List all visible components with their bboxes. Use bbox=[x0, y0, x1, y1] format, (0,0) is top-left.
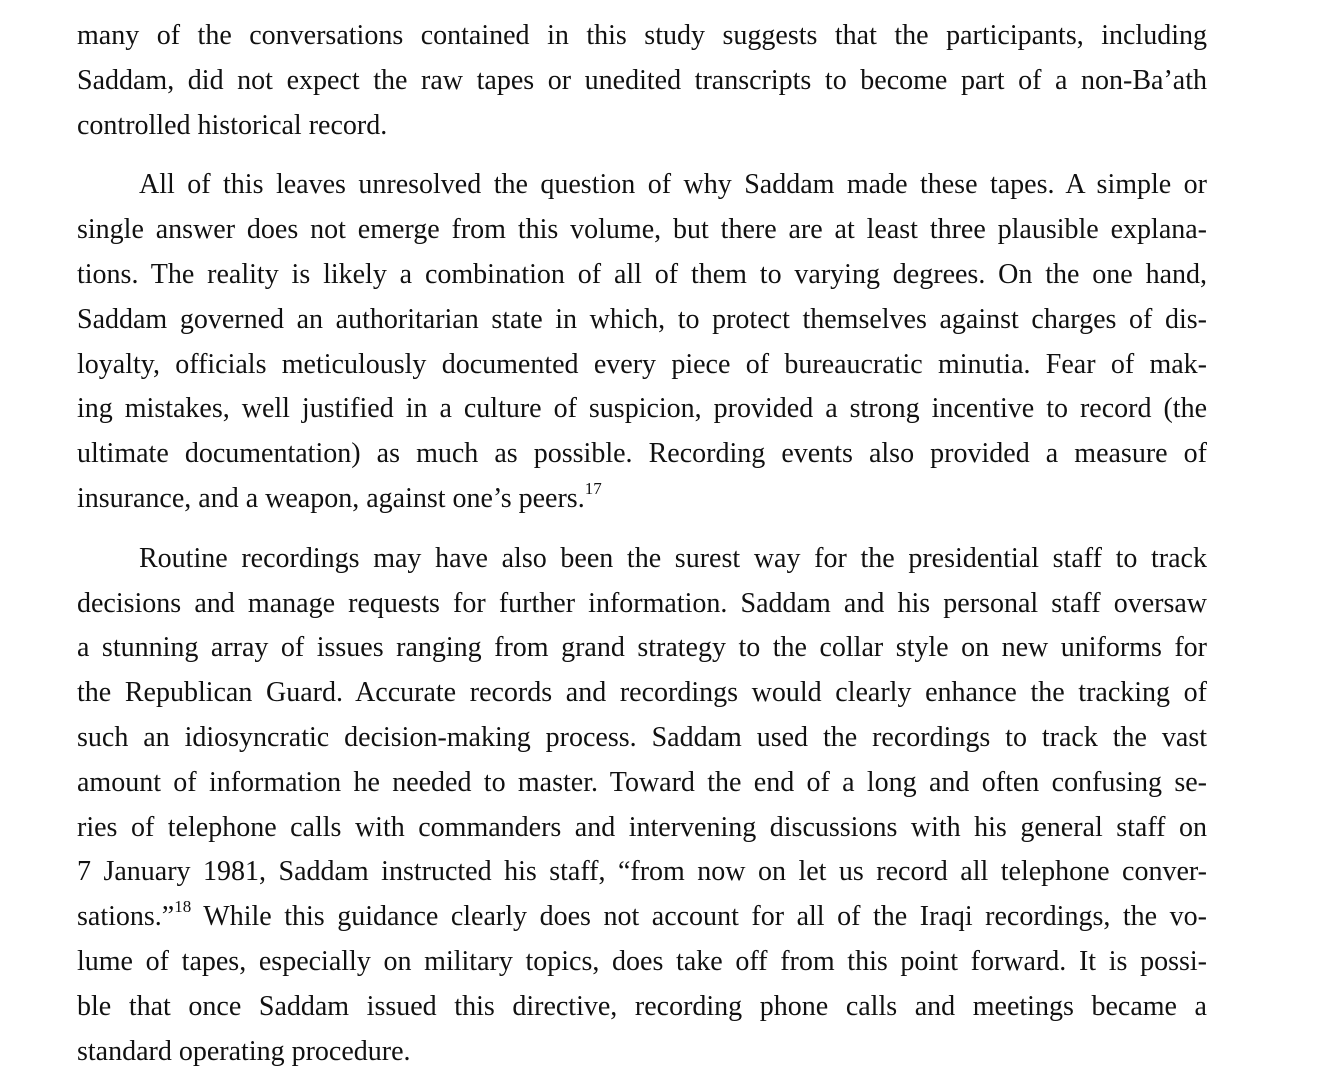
text-line: amount of information he needed to master. Toward the end of a long and often confusing se- bbox=[77, 766, 1207, 798]
text-line: tions. The reality is likely a combination of all of them to varying degrees. On the one hand, bbox=[77, 258, 1207, 290]
text-line: ing mistakes, well justified in a culture of suspicion, provided a strong incentive to record (the bbox=[77, 393, 1207, 425]
text-line: decisions and manage requests for further information. Saddam and his personal staff oversaw bbox=[77, 587, 1207, 619]
text-line: the Republican Guard. Accurate records and recordings would clearly enhance the tracking of bbox=[77, 677, 1207, 709]
text-line: such an idiosyncratic decision-making process. Saddam used the recordings to track the vast bbox=[77, 721, 1207, 753]
text-line-content: insurance, and a weapon, against one’s peers. bbox=[77, 482, 585, 514]
text-line-content: sations.” bbox=[77, 901, 175, 933]
text-line: controlled historical record. bbox=[77, 109, 388, 141]
paragraph-gap bbox=[77, 522, 1207, 537]
text-line: ries of telephone calls with commanders and intervening discussions with his general staff on bbox=[77, 811, 1207, 843]
text-line: a stunning array of issues ranging from grand strategy to the collar style on new uniforms for bbox=[77, 632, 1207, 664]
text-line: All of this leaves unresolved the question of why Saddam made these tapes. A simple or bbox=[139, 169, 1207, 201]
text-line: single answer does not emerge from this volume, but there are at least three plausible explana- bbox=[77, 214, 1207, 246]
text-line: many of the conversations contained in this study suggests that the participants, including bbox=[77, 20, 1207, 51]
paragraph-3 bbox=[77, 537, 1207, 1075]
document-page bbox=[77, 14, 1207, 1074]
footnote-ref-18: 18 bbox=[174, 897, 192, 917]
text-line: standard operating procedure. bbox=[77, 1035, 411, 1067]
paragraph-gap bbox=[77, 148, 1207, 163]
text-line: Saddam governed an authoritarian state in which, to protect themselves against charges of dis- bbox=[77, 303, 1207, 335]
text-line-with-footnote bbox=[77, 477, 1207, 522]
text-line: Saddam, did not expect the raw tapes or unedited transcripts to become part of a non-Ba’ath bbox=[77, 64, 1207, 96]
text-line-with-footnote bbox=[77, 895, 1207, 940]
paragraph-2 bbox=[77, 163, 1207, 521]
paragraph-1 bbox=[77, 14, 1207, 148]
text-line: 7 January 1981, Saddam instructed his staff, “from now on let us record all telephone conver- bbox=[77, 856, 1207, 888]
text-line-continuation: While this guidance clearly does not account for all of the Iraqi recordings, the vo- bbox=[203, 901, 1207, 933]
text-line: loyalty, officials meticulously documented every piece of bureaucratic minutia. Fear of mak- bbox=[77, 348, 1207, 380]
text-line: ble that once Saddam issued this directive, recording phone calls and meetings became a bbox=[77, 990, 1207, 1022]
footnote-ref-17: 17 bbox=[584, 478, 602, 498]
text-line: Routine recordings may have also been the surest way for the presidential staff to track bbox=[139, 542, 1207, 574]
text-line: lume of tapes, especially on military topics, does take off from this point forward. It is possi- bbox=[77, 945, 1207, 977]
text-line: ultimate documentation) as much as possible. Recording events also provided a measure of bbox=[77, 438, 1207, 470]
